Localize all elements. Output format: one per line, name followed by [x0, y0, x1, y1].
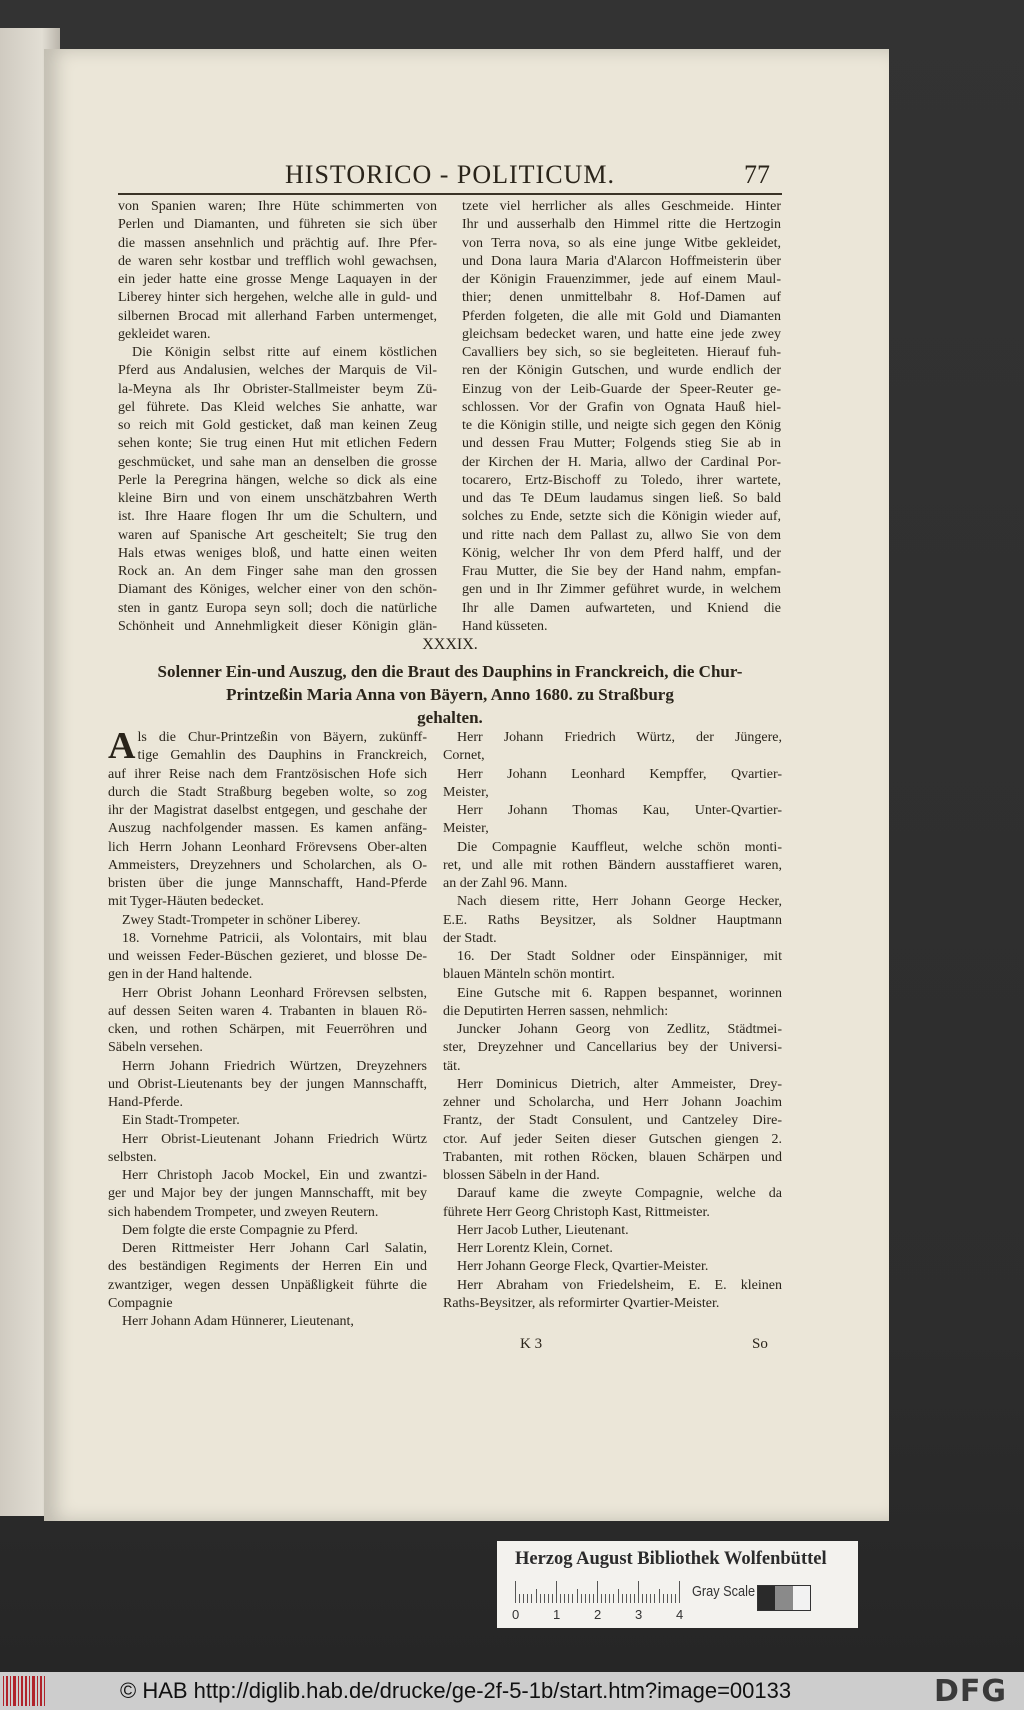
gray-swatch [758, 1586, 775, 1610]
text-line: Ihr alle Damen aufwarteten, und Kniend die [462, 600, 781, 616]
ruler-tick [531, 1594, 532, 1603]
ruler-number: 4 [676, 1607, 684, 1622]
paragraph [108, 1167, 427, 1222]
text-line: die massen ansehnlich und prächtig auf. Ihre Pfer- [118, 235, 437, 251]
text-line: Säbeln versehen. [108, 1040, 203, 1056]
text-line: auf dessen Seiten waren 4. Trabanten in blauen Rö- [108, 1003, 427, 1019]
dfg-logo: DFG [934, 1674, 1008, 1709]
paragraph [118, 344, 437, 636]
ruler-tick [519, 1594, 520, 1603]
paragraph [108, 1313, 427, 1331]
text-line: Zwey Stadt-Trompeter in schöner Liberey. [122, 912, 361, 928]
ruler-tick [548, 1594, 549, 1603]
top-right-column [462, 198, 781, 636]
ruler-tick [577, 1589, 578, 1603]
text-line: und Dona laura Maria d'Alarcon Hoffmeisterin über [462, 253, 781, 269]
text-line: Liberey hinter sich hergehen, welche alle in guld- und [118, 290, 437, 306]
text-line: tocarero, Ertz-Bischoff zu Toledo, ihrer wartete, [462, 472, 781, 488]
text-line: gleichsam bedecket waren, und hatte eine jede zwey [462, 326, 781, 342]
paragraph [443, 948, 782, 985]
bottom-right-column [443, 729, 782, 1313]
text-line: gen und in Ihr Zimmer geführet wurde, in welchem [462, 582, 781, 598]
text-line: gen in der Hand haltende. [108, 967, 253, 983]
ruler-tick [540, 1594, 541, 1603]
text-line: Dem folgte die erste Compagnie zu Pferd. [122, 1222, 358, 1238]
text-line: 16. Der Stadt Soldner oder Einspänniger, mit [457, 949, 782, 964]
ruler-tick [609, 1594, 610, 1603]
text-line: Frantz, der Stadt Consulent, und Cantzeley Dire- [443, 1113, 782, 1129]
text-line: Ammeisters, Dreyzehners und Scholarchen, als O- [108, 857, 427, 873]
ruler-tick [659, 1589, 660, 1603]
text-line: Herr Jacob Luther, Lieutenant. [457, 1222, 629, 1238]
ruler-tick [593, 1594, 594, 1603]
text-line: Die Compagnie Kauffleut, welche schön monti- [457, 839, 782, 855]
paragraph [443, 839, 782, 894]
ruler-tick [589, 1594, 590, 1603]
ruler-tick [560, 1594, 561, 1603]
text-line: Juncker Johann Georg von Zedlitz, Städtmei- [457, 1022, 782, 1037]
ruler-tick [675, 1594, 676, 1603]
ruler-tick [605, 1594, 606, 1603]
text-line: die Deputirten Herren sassen, nehmlich: [443, 1003, 669, 1019]
text-line: gekleidet waren. [118, 326, 211, 342]
paragraph [108, 985, 427, 1058]
text-line: und ritte nach dem Pallast zu, allwo Sie von dem [462, 527, 781, 543]
text-line: schlossen. Vor der Grafin von Ognata Hauß hiel- [462, 399, 781, 415]
ruler-tick [552, 1594, 553, 1603]
text-line: ist. Ihre Haare flogen Ihr um die Schultern, und [118, 509, 437, 525]
section-title-line: gehalten. [417, 708, 483, 727]
text-line: König, welcher Ihr von dem Pferd halff, und der [462, 545, 781, 561]
paragraph [443, 1222, 782, 1240]
paragraph [443, 893, 782, 948]
text-line: Darauf kame die zweyte Compagnie, welche da [457, 1186, 782, 1202]
color-calibration-card [497, 1541, 858, 1628]
text-line: Meister, [443, 784, 489, 800]
ruler-tick [634, 1594, 635, 1603]
text-line: und das Te DEum laudamus singen ließ. So bald [462, 491, 781, 506]
text-line: Frau Mutter, die Sie bey der Hand nahm, empfan- [462, 564, 781, 579]
text-line: Diamant des Königes, welcher einer von den schön- [118, 582, 437, 598]
text-line: tige Gemahlin des Dauphins in Franckreich, [137, 748, 427, 764]
barcode-bar [21, 1676, 23, 1706]
text-line: so reich mit Gold gesticket, daß man keinen Zeug [118, 418, 437, 433]
paragraph [108, 930, 427, 985]
paragraph [443, 766, 782, 803]
text-line: kleine Birn und von einem unschätzbahren Werth [118, 491, 437, 506]
ruler-tick [642, 1594, 643, 1603]
paragraph [443, 729, 782, 766]
paragraph [443, 1185, 782, 1222]
barcode-bar [29, 1676, 30, 1706]
section-number: XXXIX. [422, 636, 478, 653]
text-line: Herr Dominicus Dietrich, alter Ammeister, Drey- [457, 1076, 782, 1092]
text-line: der Kirchen der H. Maria, allwo der Cardinal Por- [462, 454, 781, 470]
text-line: tät. [443, 1058, 461, 1074]
paragraph [108, 1058, 427, 1113]
text-line: sehen konte; Sie trug einen Hut mit etlichen Federn [118, 436, 437, 452]
barcode-bar [25, 1676, 27, 1706]
text-line: gel führete. Das Kleid welches Sie anhatte, war [118, 399, 437, 415]
ruler-number: 0 [512, 1607, 520, 1622]
text-line: an der Zahl 96. Mann. [443, 876, 568, 891]
barcode-bar [3, 1676, 4, 1706]
ruler-scale [515, 1581, 683, 1603]
text-line: durch die Stadt Straßburg begeben wolte, so zog [108, 784, 427, 800]
ruler-tick [618, 1589, 619, 1603]
text-line: Deren Rittmeister Herr Johann Carl Salatin, [122, 1241, 427, 1256]
ruler-number: 1 [553, 1607, 561, 1622]
running-head: HISTORICO - POLITICUM. [285, 160, 615, 189]
source-url[interactable]: © HAB http://diglib.hab.de/drucke/ge-2f-5-1b/start.htm?image=00133 [120, 1678, 792, 1703]
text-line: Herr Abraham von Friedelsheim, E. E. kleinen [457, 1277, 782, 1293]
text-line: thier; denen unmittelbahr 8. Hof-Damen auf [462, 290, 781, 306]
barcode-bar [10, 1676, 11, 1706]
gray-scale-label: Gray Scale [692, 1583, 756, 1600]
paragraph [108, 912, 427, 930]
text-line: Herr Johann George Fleck, Qvartier-Meister. [457, 1259, 709, 1275]
text-line: te die Königin stille, und neigte sich gegen den König [462, 418, 781, 433]
ruler-number: 2 [594, 1607, 602, 1622]
ruler-tick [622, 1594, 623, 1603]
text-line: zwantziger, wegen dessen Unpäßligkeit führte die [108, 1277, 427, 1293]
paragraph [108, 1131, 427, 1168]
text-line: Herr Johann Leonhard Kempffer, Qvartier- [457, 766, 782, 782]
text-line: Nach diesem ritte, Herr Johann George Hecker, [457, 894, 782, 910]
text-line: silbernen Brocad mit allerhand Farben untermenget, [118, 308, 437, 324]
text-line: E.E. Raths Beysitzer, als Soldner Hauptmann [443, 912, 782, 928]
page-number: 77 [744, 160, 770, 189]
barcode-bar [13, 1676, 16, 1706]
ruler-tick [536, 1589, 537, 1603]
viewer-footer [0, 1672, 1024, 1710]
text-line: Raths-Beysitzer, als reformirter Qvartier-Meister. [443, 1295, 720, 1311]
paragraph [118, 198, 437, 344]
text-line: Ein Stadt-Trompeter. [122, 1113, 240, 1129]
text-line: und dessen Frau Mutter; Folgends stieg Sie ab in [462, 436, 781, 452]
ruler-tick [601, 1594, 602, 1603]
ruler-tick [638, 1581, 639, 1603]
ruler-tick [663, 1594, 664, 1603]
text-line: ls die Chur-Printzeßin von Bäyern, zukünff- [137, 730, 427, 745]
ruler-tick [585, 1594, 586, 1603]
text-line: lich Herrn Johann Leonhard Frörevsens Ober-alten [108, 839, 427, 855]
text-line: Herr Johann Friedrich Würtz, der Jüngere, [457, 730, 782, 745]
text-line: Herr Johann Adam Hünnerer, Lieutenant, [122, 1314, 354, 1329]
ruler-tick [667, 1594, 668, 1603]
text-line: Trabanten, mit rothen Röcken, blauen Schärpen und [443, 1149, 782, 1165]
text-line: Cavalliers bey sich, so sie begleiteten. Hierauf fuh- [462, 345, 781, 360]
text-line: ctor. Auf jeder Seiten dieser Gutschen giengen 2. [443, 1131, 782, 1147]
text-line: Herr Christoph Jacob Mockel, Ein und zwantzi- [122, 1168, 427, 1183]
text-line: der Königin Frauenzimmer, jede auf einem Maul- [462, 272, 781, 287]
ruler-tick [679, 1581, 680, 1603]
paragraph [443, 1258, 782, 1276]
ruler-tick [564, 1594, 565, 1603]
top-left-column [118, 198, 437, 636]
ruler-tick [556, 1581, 557, 1603]
barcode-bar [18, 1676, 19, 1706]
text-line: auf ihrer Reise nach dem Frantzösischen Hofe sich [108, 766, 427, 782]
ruler-tick [515, 1581, 516, 1603]
ruler-tick [527, 1594, 528, 1603]
text-line: Eine Gutsche mit 6. Rappen bespannet, worinnen [457, 985, 782, 1001]
text-line: von Terra nova, so als eine junge Witbe gekleidet, [462, 235, 781, 251]
paragraph [443, 985, 782, 1022]
text-line: la-Meyna als Ihr Obrister-Stallmeister beym Zü- [118, 381, 437, 397]
text-line: cken, und rothen Schärpen, mit Feuerröhren und [108, 1022, 427, 1037]
text-line: Pferden folgeten, die alle mit Gold und Diamanten [462, 308, 781, 324]
text-line: des beständigen Regiments der Herren Ein und [108, 1259, 427, 1275]
paragraph [443, 1277, 782, 1314]
text-line: mit Tyger-Häuten bedecket. [108, 894, 264, 910]
text-line: ster, Dreyzehner und Cancellarius bey der Universi- [443, 1040, 782, 1056]
text-line: Herrn Johann Friedrich Würtzen, Dreyzehners [122, 1058, 427, 1074]
drop-cap: A [108, 725, 136, 767]
paragraph [443, 1240, 782, 1258]
ruler-tick [646, 1594, 647, 1603]
ruler-tick [613, 1594, 614, 1603]
library-name: Herzog August Bibliothek Wolfenbüttel [515, 1549, 827, 1569]
text-line: sich habendem Trompeter, und zweyen Reutern. [108, 1204, 379, 1220]
text-line: Herr Obrist-Lieutenant Johann Friedrich Würtz [122, 1131, 427, 1147]
ruler-tick [572, 1594, 573, 1603]
text-line: Auszug nachfolgender massen. Es kamen anfäng- [108, 821, 427, 837]
text-line: Perlen und Diamanten, und führeten sie sich über [118, 217, 437, 233]
ruler-tick [654, 1594, 655, 1603]
ruler-tick [523, 1594, 524, 1603]
section-title-line: Solenner Ein-und Auszug, den die Braut des Dauphins in Franckreich, die Chur- [157, 662, 743, 681]
gray-scale-swatch [757, 1585, 811, 1611]
ruler-tick [597, 1581, 598, 1603]
paragraph [443, 802, 782, 839]
paragraph [108, 1240, 427, 1313]
text-line: Compagnie [108, 1295, 173, 1311]
paragraph [443, 1021, 782, 1076]
header-rule [118, 193, 782, 195]
text-line: bristen über die junge Mannschafft, Hand-Pferde [108, 876, 427, 891]
text-line: Cornet, [443, 748, 485, 764]
text-line: Hand-Pferde. [108, 1095, 184, 1110]
text-line: Schönheit und Annehmligkeit dieser Königin glän- [118, 618, 437, 634]
text-line: Herr Johann Thomas Kau, Unter-Qvartier- [457, 803, 782, 818]
text-line: geschmücket, und sahe man an denselben die grosse [118, 454, 437, 470]
catchword: So [752, 1336, 768, 1352]
text-line: selbsten. [108, 1149, 157, 1165]
text-line: Ihr und ausserhalb den Himmel ritte die Hertzogin [462, 217, 781, 233]
section-title [118, 660, 782, 729]
text-line: Perle la Peregrina hängen, welche so dick als eine [118, 472, 437, 488]
paragraph [108, 725, 427, 912]
text-line: zehner und Scholarcha, und Herr Johann Joachim [443, 1095, 782, 1110]
barcode-bar [44, 1676, 45, 1706]
text-line: tzete viel herrlicher als alles Geschmeide. Hinter [462, 199, 781, 214]
text-line: Einzug von der Leib-Guarde der Speer-Reuter ge- [462, 381, 781, 397]
bottom-left-column [108, 725, 427, 1331]
text-line: Herr Obrist Johann Leonhard Frörevsen selbsten, [122, 985, 427, 1001]
text-line: ihr der Magistrat daselbst entgegen, und geschahe der [108, 803, 427, 818]
ruler-tick [626, 1594, 627, 1603]
text-line: Rock an. An dem Finger sahe man den grossen [118, 564, 437, 579]
paragraph [443, 1076, 782, 1186]
ruler-tick [671, 1594, 672, 1603]
paragraph [108, 1112, 427, 1130]
paragraph [462, 198, 781, 636]
text-line: führete Herr Georg Christoph Kast, Rittmeister. [443, 1204, 710, 1220]
barcode-bar [6, 1676, 8, 1706]
text-line: blossen Säbeln in der Hand. [443, 1168, 600, 1183]
text-line: der Stadt. [443, 930, 497, 946]
text-line: 18. Vornehme Patricii, als Volontairs, mit blau [122, 930, 427, 946]
ruler-tick [544, 1594, 545, 1603]
text-line: Herr Lorentz Klein, Cornet. [457, 1241, 613, 1256]
barcode-bar [32, 1676, 35, 1706]
text-line: blauen Mänteln schön montirt. [443, 967, 615, 983]
signature-mark: K 3 [520, 1336, 543, 1352]
text-line: von Spanien waren; Ihre Hüte schimmerten von [118, 199, 437, 214]
text-line: und weissen Feder-Büschen gezieret, und blosse De- [108, 949, 427, 964]
text-line: ren der Königin Gutschen, und wurde endlich der [462, 363, 781, 379]
ruler-tick [630, 1594, 631, 1603]
text-line: waren auf Spanische Art gescheitelt; Sie trug den [118, 527, 437, 543]
text-line: ger und Major bey der jungen Mannschafft, mit bey [108, 1186, 427, 1202]
section-title-line: Printzeßin Maria Anna von Bäyern, Anno 1680. zu Straßburg [226, 685, 674, 704]
text-line: Hals etwas weniges bloß, und hatte einen weiten [118, 545, 437, 561]
text-line: und Obrist-Lieutenants bey der jungen Mannschafft, [108, 1076, 427, 1092]
text-line: Pferd aus Andalusien, welches der Marquis de Vil- [118, 363, 437, 379]
text-line: ein jeder hatte eine grosse Menge Laquayen in der [118, 272, 437, 287]
text-line: solches zu Ende, setzte sich die Königin wieder auf, [462, 509, 781, 525]
barcode-bar [37, 1676, 38, 1706]
text-line: Die Königin selbst ritte auf einem köstlichen [132, 345, 437, 360]
ruler-number: 3 [635, 1607, 643, 1622]
text-line: sten in gantz Europa seyn soll; doch die natürliche [118, 600, 437, 616]
ruler-tick [650, 1594, 651, 1603]
ruler-tick [568, 1594, 569, 1603]
text-line: Meister, [443, 821, 489, 837]
text-line: Hand küsseten. [462, 618, 548, 634]
text-line: ret, und alle mit rothen Bändern ausstaffieret waren, [443, 857, 782, 873]
ruler-tick [581, 1594, 582, 1603]
barcode-bar [40, 1676, 42, 1706]
paragraph [108, 1222, 427, 1240]
barcode-icon [3, 1676, 45, 1706]
text-line: de waren sehr kostbar und trefflich wohl gewachsen, [118, 253, 437, 269]
gray-swatch [775, 1586, 792, 1610]
gray-swatch [793, 1586, 810, 1610]
